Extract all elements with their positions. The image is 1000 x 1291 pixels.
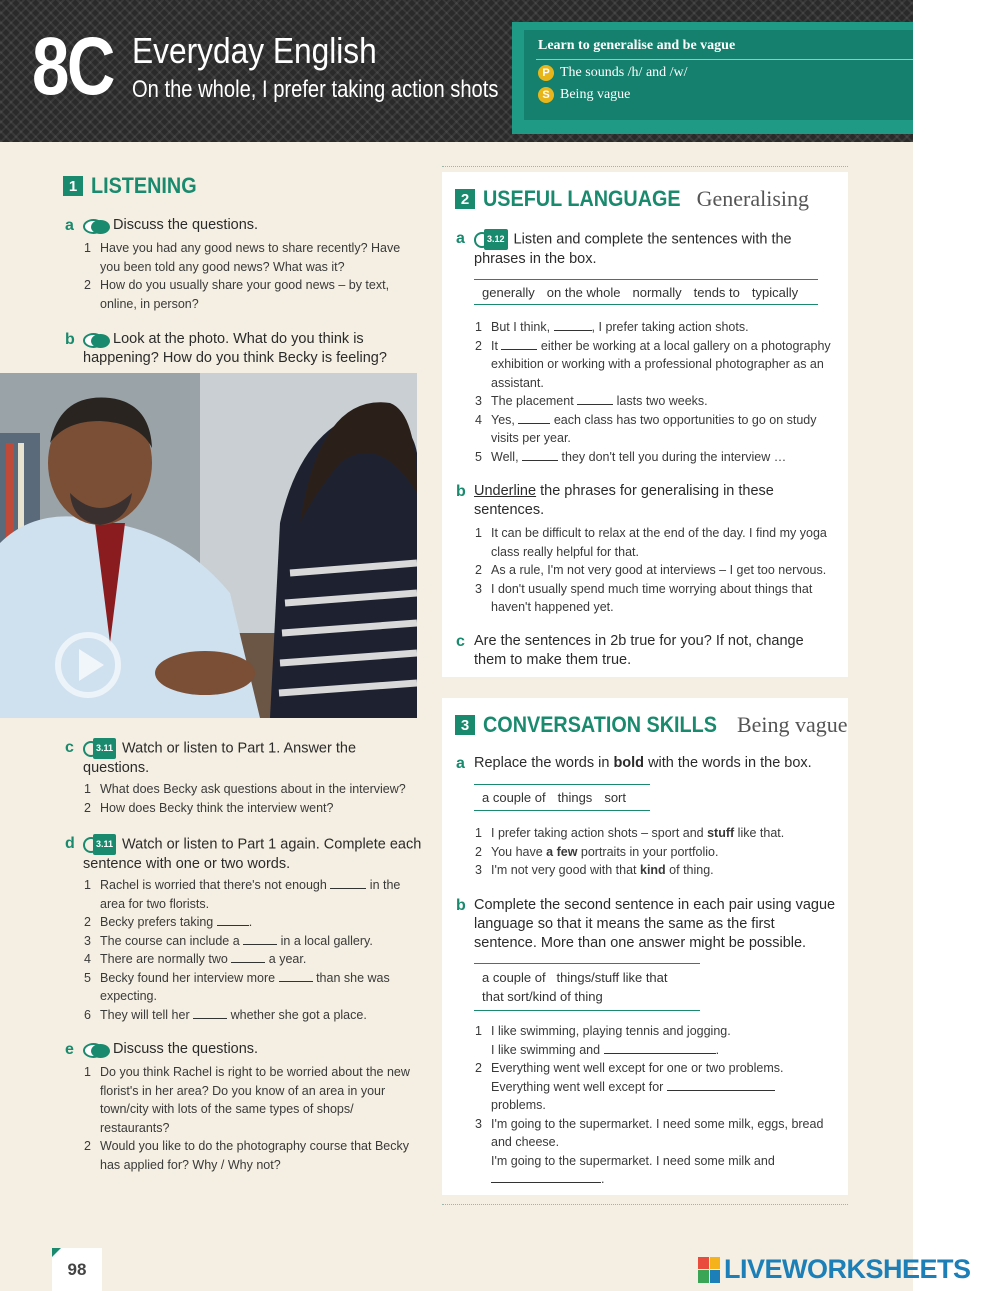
aim-item-speaking bbox=[538, 87, 630, 103]
phrase-option[interactable]: on the whole bbox=[546, 284, 621, 300]
list-item: 6 They will tell her whether she got a place. bbox=[84, 1007, 367, 1022]
phrase-option[interactable]: normally bbox=[632, 284, 682, 300]
list-item: 2 Everything went well except for one or two problems. Everything went well except for problems. bbox=[475, 1061, 784, 1112]
section-title: LISTENING bbox=[91, 173, 197, 198]
answer-blank[interactable] bbox=[604, 1042, 716, 1054]
listening-a-instruction: a Discuss the questions. bbox=[65, 217, 259, 234]
aim-divider bbox=[536, 59, 913, 60]
aim-item-text: Being vague bbox=[560, 87, 631, 102]
listening-b-instruction: b Look at the photo. What do you think is happening? How do you think Becky is feeling? bbox=[65, 331, 387, 366]
section-number: 3 bbox=[455, 715, 475, 735]
section-number: 2 bbox=[455, 189, 475, 209]
phrase-box bbox=[474, 963, 700, 1011]
answer-blank[interactable] bbox=[279, 970, 313, 982]
phrase-option[interactable]: sort bbox=[604, 790, 626, 805]
list-item: 3 I don't usually spend much time worrying about things that haven't happened yet. bbox=[475, 581, 813, 614]
list-item: 1 I prefer taking action shots – sport and stuff like that. bbox=[475, 826, 785, 840]
audio-track-icon[interactable]: 3.11 bbox=[83, 738, 116, 759]
phrase-option[interactable]: that sort/kind of thing bbox=[482, 989, 603, 1004]
phrase-box bbox=[474, 279, 818, 305]
list-item: 3 The course can include a in a local gallery. bbox=[84, 933, 373, 948]
listening-heading bbox=[63, 173, 208, 199]
discussion-icon bbox=[83, 333, 107, 346]
conversation-a-list bbox=[475, 824, 837, 880]
interview-photo bbox=[0, 373, 417, 718]
list-item: 1 What does Becky ask questions about in the interview? bbox=[84, 782, 406, 796]
phrase-option[interactable]: typically bbox=[751, 284, 799, 300]
phrase-option[interactable]: a couple of bbox=[482, 790, 546, 805]
phrase-box bbox=[474, 784, 650, 811]
phrase-option[interactable]: generally bbox=[482, 284, 535, 300]
section-subtitle: Generalising bbox=[696, 186, 810, 211]
section-number: 1 bbox=[63, 176, 83, 196]
conversation-b-list bbox=[475, 1022, 837, 1189]
answer-blank[interactable] bbox=[554, 319, 592, 331]
phrase-option[interactable]: a couple of bbox=[482, 970, 546, 985]
useful-b-instruction: b Underline the phrases for generalising in these sentences. bbox=[456, 483, 774, 518]
list-item: 4 Yes, each class has two opportunities to go on study visits per year. bbox=[475, 412, 817, 445]
list-item: 2 You have a few portraits in your portfolio. bbox=[475, 844, 719, 859]
exercise-letter: b bbox=[456, 483, 466, 500]
listening-d-instruction: d 3.11 Watch or listen to Part 1 again. Complete each sentence with one or two words. bbox=[65, 835, 422, 872]
answer-blank[interactable] bbox=[243, 933, 277, 945]
list-item: 2 As a rule, I'm not very good at interviews – I get too nervous. bbox=[475, 563, 827, 577]
exercise-letter: d bbox=[65, 835, 75, 852]
answer-blank[interactable] bbox=[501, 338, 537, 350]
list-item: 1 I like swimming, playing tennis and jogging. I like swimming and . bbox=[475, 1024, 731, 1057]
answer-blank[interactable] bbox=[518, 412, 550, 424]
phrase-option[interactable]: tends to bbox=[693, 284, 740, 300]
useful-a-instruction: a 3.12 Listen and complete the sentences with the phrases in the box. bbox=[456, 230, 792, 267]
list-item: 1 Have you had any good news to share recently? Have you been told any good news? What was it? bbox=[84, 241, 401, 274]
exercise-letter: c bbox=[65, 739, 74, 756]
exercise-letter: b bbox=[65, 331, 75, 348]
answer-blank[interactable] bbox=[231, 951, 265, 963]
list-item: 3 I'm not very good with that kind of thing. bbox=[475, 863, 714, 877]
section-title: USEFUL LANGUAGE bbox=[483, 186, 681, 211]
list-item: 2 It either be working at a local gallery on a photography exhibition or working with a professional photographer as an assistant. bbox=[475, 338, 831, 390]
liveworksheets-logo-icon bbox=[698, 1257, 720, 1283]
unit-code: 8C bbox=[32, 21, 114, 112]
useful-b-list bbox=[475, 524, 837, 617]
section-subtitle: Being vague bbox=[736, 712, 848, 737]
liveworksheets-brand bbox=[698, 1254, 971, 1285]
list-item: 4 There are normally two a year. bbox=[84, 952, 307, 966]
listening-e-instruction: e Discuss the questions. bbox=[65, 1041, 259, 1058]
unit-subtitle: On the whole, I prefer taking action shots bbox=[132, 76, 499, 103]
useful-a-list bbox=[475, 318, 837, 466]
list-item: 3 The placement lasts two weeks. bbox=[475, 394, 708, 408]
aim-heading: Learn to generalise and be vague bbox=[538, 38, 736, 53]
list-item: 2 Would you like to do the photography course that Becky has applied for? Why / Why not? bbox=[84, 1139, 409, 1172]
pronunciation-badge-icon: P bbox=[538, 65, 554, 81]
list-item: 2 Becky prefers taking . bbox=[84, 915, 253, 929]
aim-item-text: The sounds /h/ and /w/ bbox=[560, 65, 688, 80]
divider bbox=[442, 166, 848, 167]
page-number: 98 bbox=[52, 1248, 102, 1291]
divider bbox=[442, 1204, 848, 1205]
unit-title: Everyday English bbox=[132, 30, 377, 71]
list-item: 1 But I think, , I prefer taking action shots. bbox=[475, 320, 749, 334]
listening-c-list bbox=[84, 780, 424, 817]
brand-name: LIVEWORKSHEETS bbox=[724, 1254, 971, 1284]
phrase-option[interactable]: things/stuff like that bbox=[556, 970, 668, 985]
audio-track-icon[interactable]: 3.11 bbox=[83, 834, 116, 855]
list-item: 3 I'm going to the supermarket. I need some milk, eggs, bread and cheese. I'm going to the supermarket. I need some milk and . bbox=[475, 1116, 824, 1186]
exercise-letter: c bbox=[456, 633, 465, 650]
answer-blank[interactable] bbox=[577, 393, 613, 405]
conversation-b-instruction: b Complete the second sentence in each pair using vague language so that it means the same as the first sentence. More than one answer might be possible. bbox=[456, 897, 836, 951]
list-item: 1 It can be difficult to relax at the end of the day. I find my yoga class really helpful for that. bbox=[475, 526, 827, 559]
conversation-skills-heading bbox=[455, 712, 848, 738]
answer-blank[interactable] bbox=[491, 1171, 601, 1183]
list-item: 2 How does Becky think the interview went? bbox=[84, 800, 334, 815]
answer-blank[interactable] bbox=[193, 1007, 227, 1019]
answer-blank[interactable] bbox=[217, 914, 249, 926]
discussion-icon bbox=[83, 1043, 107, 1056]
interview-photo-illustration bbox=[0, 373, 417, 718]
phrase-option[interactable]: things bbox=[557, 790, 593, 805]
exercise-letter: b bbox=[456, 897, 466, 914]
useful-c-instruction: c Are the sentences in 2b true for you? If not, change them to make them true. bbox=[456, 633, 804, 668]
answer-blank[interactable] bbox=[522, 449, 558, 461]
answer-blank[interactable] bbox=[667, 1079, 775, 1091]
list-item: 1 Rachel is worried that there's not enough in the area for two florists. bbox=[84, 878, 401, 911]
audio-track-icon[interactable]: 3.12 bbox=[474, 229, 508, 250]
aim-item-pronunciation bbox=[538, 65, 688, 81]
listening-d-list bbox=[84, 876, 420, 1024]
exercise-letter: a bbox=[456, 755, 465, 772]
list-item: 5 Becky found her interview more than she was expecting. bbox=[84, 970, 390, 1003]
list-item: 1 Do you think Rachel is right to be worried about the new florist's in her area? Do you know of an area in your town/city with lots of the same types of shops/ restaurants? bbox=[84, 1065, 410, 1135]
listening-a-list bbox=[84, 239, 414, 313]
conversation-a-instruction: a Replace the words in bold with the words in the box. bbox=[456, 755, 812, 772]
exercise-letter: a bbox=[65, 217, 74, 234]
useful-language-heading bbox=[455, 186, 809, 212]
exercise-letter: e bbox=[65, 1041, 74, 1058]
list-item: 2 How do you usually share your good news – by text, online, in person? bbox=[84, 278, 390, 311]
listening-c-instruction: c 3.11 Watch or listen to Part 1. Answer the questions. bbox=[65, 739, 357, 776]
exercise-letter: a bbox=[456, 230, 465, 247]
discussion-icon bbox=[83, 219, 107, 232]
speaking-badge-icon: S bbox=[538, 87, 554, 103]
answer-blank[interactable] bbox=[330, 877, 366, 889]
listening-e-list bbox=[84, 1063, 414, 1174]
list-item: 5 Well, they don't tell you during the interview … bbox=[475, 449, 787, 464]
section-title: CONVERSATION SKILLS bbox=[483, 712, 717, 737]
